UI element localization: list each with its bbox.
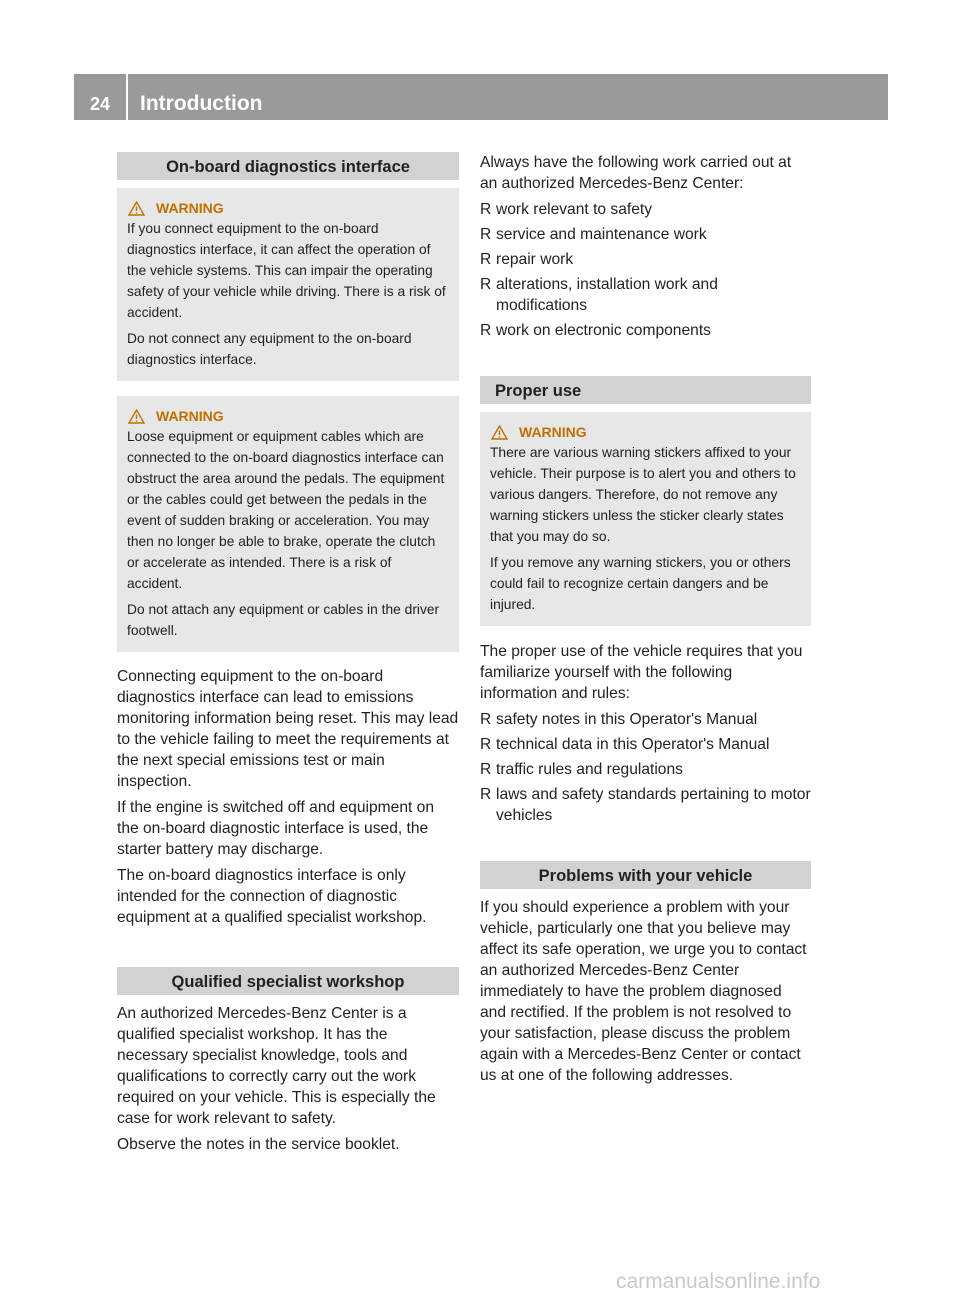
right-column bbox=[480, 152, 811, 1091]
left-column bbox=[117, 152, 459, 1160]
warning-title-text: WARNING bbox=[156, 200, 224, 216]
bullet-mark: R bbox=[480, 736, 492, 753]
workshop-heading: Qualified specialist workshop bbox=[117, 967, 459, 995]
warning-title bbox=[490, 422, 801, 442]
warning-title-text: WARNING bbox=[156, 408, 224, 424]
body-paragraph: An authorized Mercedes-Benz Center is a qualified specialist workshop. It has the necessary specialist knowledge, tools and qualifications to correctly carry out the work required on your vehicle. This is especially the case for work relevant to safety. bbox=[117, 1005, 436, 1127]
warning-box-onboard-1 bbox=[117, 188, 459, 381]
warning-text: If you connect equipment to the on-board diagnostics interface, it can affect the operation of the vehicle systems. This can impair the operating safety of your vehicle while driving. There is a risk of accident. bbox=[127, 221, 446, 320]
list-item: R work on electronic components bbox=[480, 322, 711, 339]
list-item: R traffic rules and regulations bbox=[480, 761, 683, 778]
body-paragraph: If the engine is switched off and equipment on the on-board diagnostic interface is used, the starter battery may discharge. bbox=[117, 799, 434, 858]
body-paragraph: Observe the notes in the service booklet. bbox=[117, 1136, 400, 1153]
page-title: Introduction bbox=[140, 92, 263, 115]
bullet-mark: R bbox=[480, 786, 492, 803]
proper-use-heading: Proper use bbox=[480, 376, 811, 404]
list-item: R laws and safety standards pertaining to motor vehicles bbox=[480, 786, 811, 824]
bullet-mark: R bbox=[480, 761, 492, 778]
list-item: R alterations, installation work and modifications bbox=[480, 276, 718, 314]
proper-use-list bbox=[480, 709, 811, 826]
warning-text: Do not attach any equipment or cables in the driver footwell. bbox=[127, 602, 440, 638]
service-intro: Always have the following work carried out at an authorized Mercedes-Benz Center: bbox=[480, 154, 792, 192]
warning-triangle-icon bbox=[491, 423, 519, 441]
warning-box-proper-use bbox=[480, 412, 811, 626]
bullet-mark: R bbox=[480, 226, 492, 243]
warning-text: Do not connect any equipment to the on-board diagnostics interface. bbox=[127, 331, 412, 367]
warning-box-onboard-2 bbox=[117, 396, 459, 652]
list-item: R technical data in this Operator's Manual bbox=[480, 736, 770, 753]
header-divider bbox=[126, 74, 128, 120]
onboard-heading: On-board diagnostics interface bbox=[117, 152, 459, 180]
list-item: R repair work bbox=[480, 251, 574, 268]
warning-title bbox=[127, 198, 449, 218]
warning-title-text: WARNING bbox=[519, 424, 587, 440]
onboard-body bbox=[117, 666, 459, 928]
bullet-mark: R bbox=[480, 276, 492, 293]
warning-triangle-icon bbox=[128, 199, 156, 217]
warning-text: There are various warning stickers affixed to your vehicle. Their purpose is to alert you and others to various dangers. Therefore, do not remove any warning stickers unless the sticker clearly states that you may do so. bbox=[490, 445, 796, 544]
problems-body bbox=[480, 897, 811, 1086]
warning-triangle-icon bbox=[128, 407, 156, 425]
service-list bbox=[480, 199, 811, 341]
proper-use-body bbox=[480, 641, 811, 826]
problems-heading: Problems with your vehicle bbox=[480, 861, 811, 889]
bullet-mark: R bbox=[480, 711, 492, 728]
body-paragraph: If you should experience a problem with your vehicle, particularly one that you believe may affect its safe operation, we urge you to contact an authorized Mercedes-Benz Center immediately to have the problem diagnosed and rectified. If the problem is not resolved to your satisfaction, please discuss the problem again with a Mercedes-Benz Center or contact us at one of the following addresses. bbox=[480, 899, 807, 1084]
proper-use-intro: The proper use of the vehicle requires that you familiarize yourself with the following information and rules: bbox=[480, 643, 803, 702]
bullet-mark: R bbox=[480, 201, 492, 218]
list-item: R safety notes in this Operator's Manual bbox=[480, 711, 758, 728]
warning-title bbox=[127, 406, 449, 426]
list-item: R service and maintenance work bbox=[480, 226, 707, 243]
page-number: 24 bbox=[89, 94, 111, 114]
bullet-mark: R bbox=[480, 322, 492, 339]
workshop-body bbox=[117, 1003, 459, 1155]
list-item: R work relevant to safety bbox=[480, 201, 653, 218]
bullet-mark: R bbox=[480, 251, 492, 268]
watermark: carmanualsonline.info bbox=[616, 1270, 821, 1293]
warning-text: If you remove any warning stickers, you or others could fail to recognize certain dangers and be injured. bbox=[490, 555, 791, 612]
body-paragraph: The on-board diagnostics interface is only intended for the connection of diagnostic equipment at a qualified specialist workshop. bbox=[117, 867, 427, 926]
body-paragraph: Connecting equipment to the on-board diagnostics interface can lead to emissions monitoring information being reset. This may lead to the vehicle failing to meet the requirements at the next special emissions test or main inspection. bbox=[117, 668, 459, 790]
warning-text: Loose equipment or equipment cables which are connected to the on-board diagnostics interface can obstruct the area around the pedals. The equipment or the cables could get between the pedals in the event of sudden braking or acceleration. You may then no longer be able to brake, operate the clutch or accelerate as intended. There is a risk of accident. bbox=[127, 429, 445, 591]
